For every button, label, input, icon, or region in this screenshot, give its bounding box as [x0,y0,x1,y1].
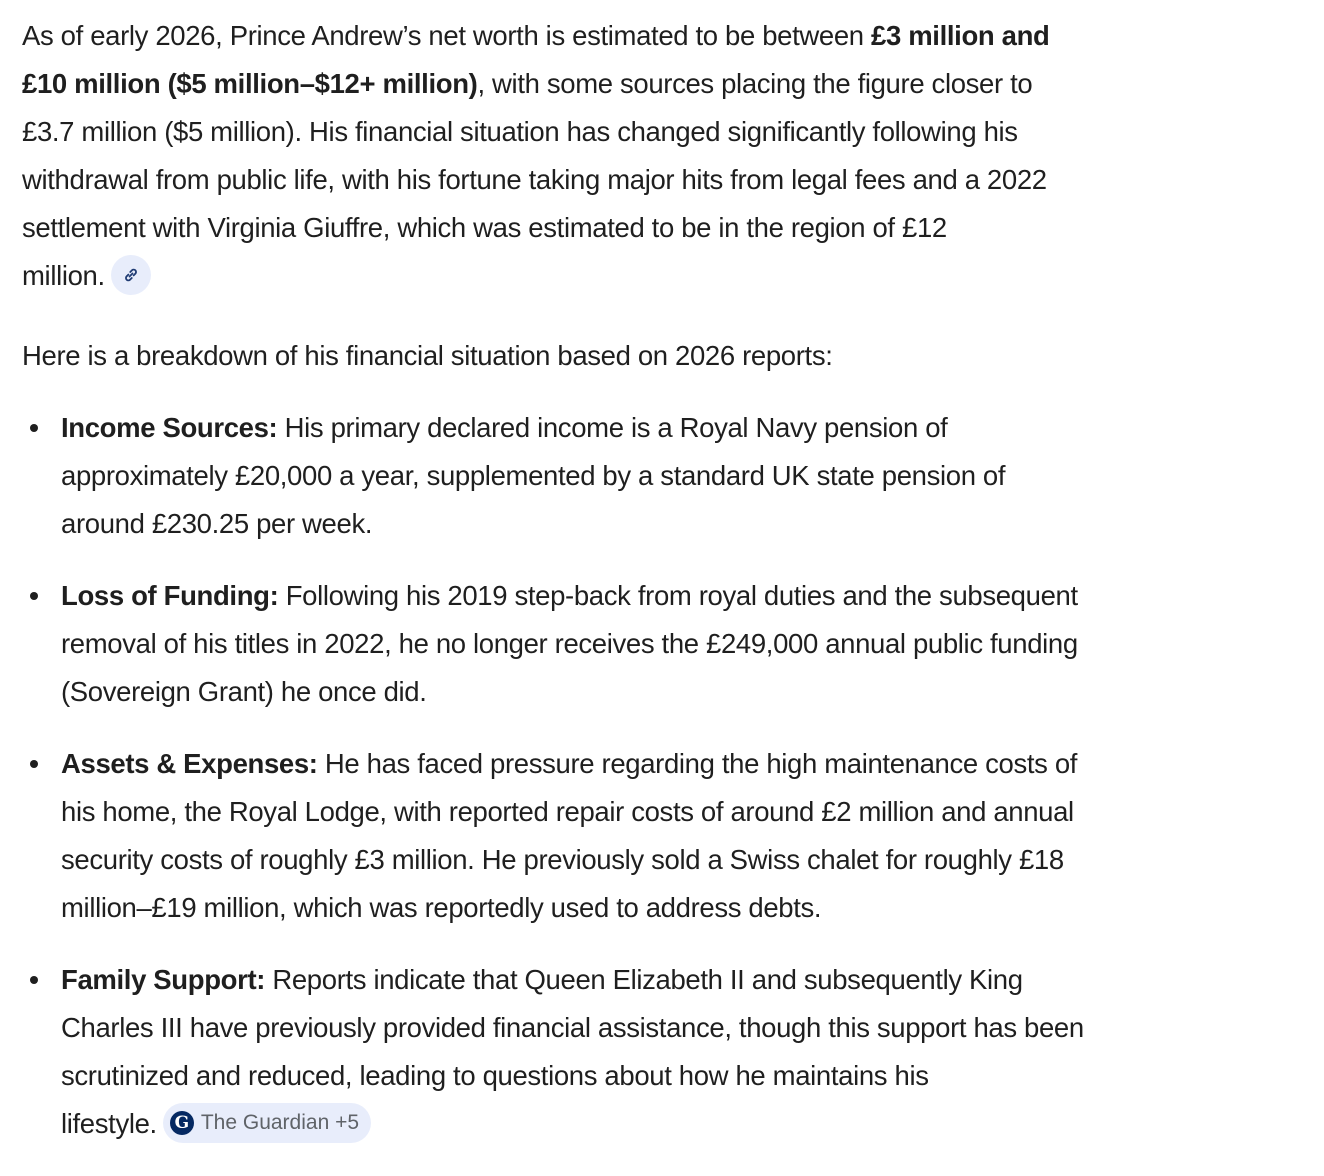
bullet-dot [30,760,38,768]
breakdown-list [22,404,1312,1148]
summary-paragraph [22,12,1312,300]
source-chip-label: The Guardian +5 [200,1110,360,1134]
the-guardian-logo-icon: G [170,1111,194,1135]
list-item-heading: Assets & Expenses: [61,748,318,779]
breakdown-intro: Here is a breakdown of his financial situation based on 2026 reports: [22,340,833,371]
bullet-dot [30,424,38,432]
summary-line: £10 million ($5 million–$12+ million), with some sources placing the figure closer to [22,68,1033,99]
answer-content [22,12,1312,1172]
source-chip-the-guardian[interactable] [163,1103,371,1143]
list-item-assets-expenses: Assets & Expenses: He has faced pressure regarding the high maintenance costs of his home, the Royal Lodge, with reported repair costs of around £2 million and annual security costs of roughly £3 million. He previously sold a Swiss chalet for roughly £18 million–£19 million, which was reportedly used to address debts. [22,740,1312,932]
summary-line: settlement with Virginia Giuffre, which was estimated to be in the region of £12 [22,212,947,243]
list-item-family-support: Family Support: Reports indicate that Queen Elizabeth II and subsequently King Charles III have previously provided financial assistance, though this support has been scrutinized and reduced, leading to questions about how he maintains his lifestyle. G The Guardian +5 [22,956,1312,1148]
summary-line: £3.7 million ($5 million). His financial situation has changed significantly following his [22,116,1018,147]
bullet-dot [30,976,38,984]
list-item-heading: Income Sources: [61,412,278,443]
source-link-button[interactable] [111,255,151,295]
summary-line: As of early 2026, Prince Andrew’s net worth is estimated to be between £3 million and [22,20,1050,51]
list-item-heading: Loss of Funding: [61,580,279,611]
link-icon [122,266,140,284]
list-item-income-sources: Income Sources: His primary declared income is a Royal Navy pension of approximately £20,000 a year, supplemented by a standard UK state pension of around £230.25 per week. [22,404,1312,548]
bullet-dot [30,592,38,600]
list-item-heading: Family Support: [61,964,266,995]
summary-line: million. [22,252,1312,300]
summary-line: withdrawal from public life, with his fortune taking major hits from legal fees and a 2022 [22,164,1047,195]
list-item-loss-of-funding: Loss of Funding: Following his 2019 step-back from royal duties and the subsequent removal of his titles in 2022, he no longer receives the £249,000 annual public funding (Sovereign Grant) he once did. [22,572,1312,716]
